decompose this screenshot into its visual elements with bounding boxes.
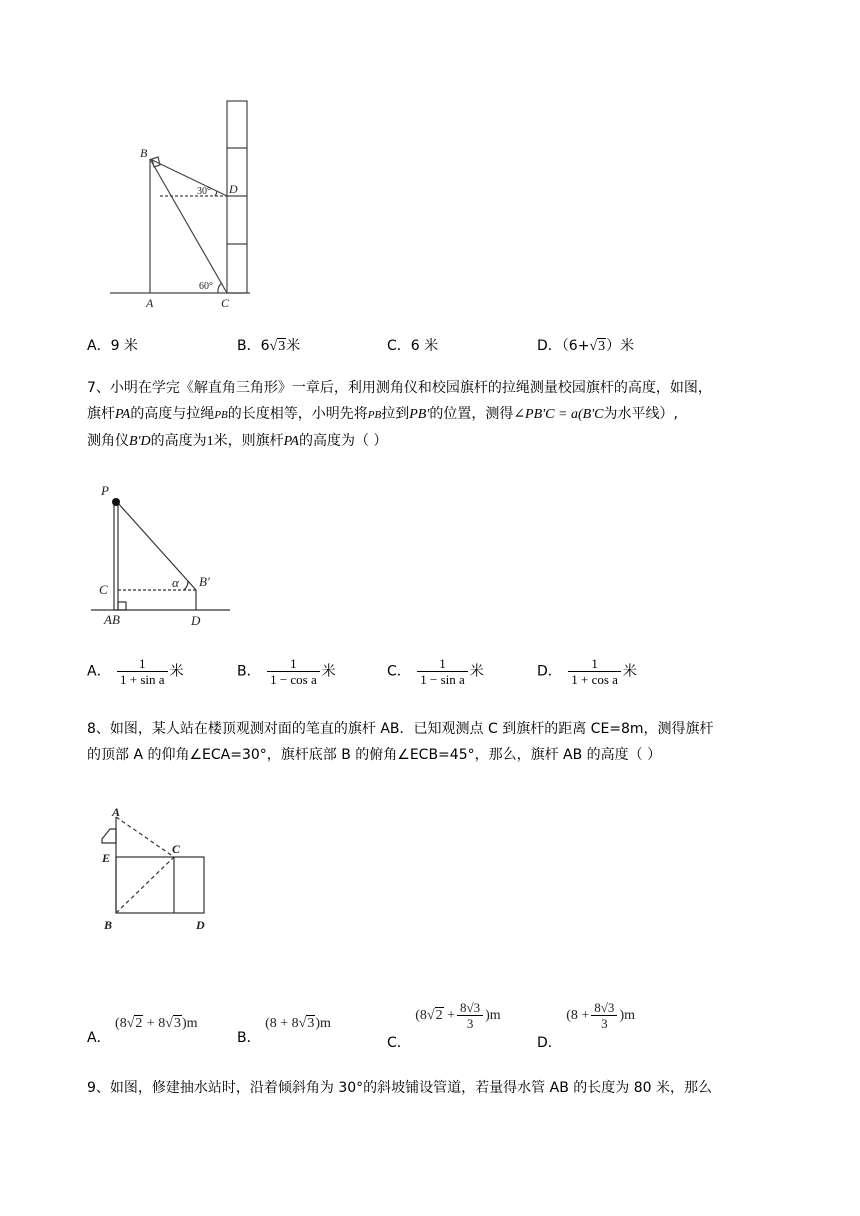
- q8-option-b[interactable]: B． (8 + 8√3)m: [237, 1016, 331, 1046]
- q7-label-ab: AB: [104, 612, 120, 627]
- q7-label-bprime: B′: [199, 574, 210, 589]
- fraction: $\frac{1}{\text{1 + cos a}}$: [568, 656, 621, 687]
- q6-option-a[interactable]: A．9 米: [87, 338, 138, 354]
- q6-label-c: C: [221, 296, 230, 310]
- q7-option-a[interactable]: A． $\frac{1}{\text{1 + sin a}}$ 米: [87, 656, 184, 687]
- q8-option-c[interactable]: C． (8√2 + $\frac{8√3}{3}$ )m: [387, 1000, 501, 1051]
- q7-option-d[interactable]: D． $\frac{1}{\text{1 + cos a}}$ 米: [537, 656, 637, 687]
- q6-angle-60: 60°: [199, 281, 213, 292]
- q7-label-alpha: α: [172, 575, 179, 590]
- q7-line-3: 测角仪B'D的高度为1米，则旗杆PA的高度为（ ）: [87, 433, 388, 449]
- q8-dash-ac: [116, 817, 174, 857]
- fraction: $\frac{8√3}{3}$: [457, 1000, 483, 1031]
- q8-line-2: 的顶部 A 的仰角∠ECA=30°，旗杆底部 B 的俯角∠ECB=45°，那么，旗杆 AB 的高度（ ）: [87, 747, 662, 763]
- q6-line-bc: [150, 159, 227, 293]
- q6-label-a: A: [146, 296, 154, 310]
- q8-question: [87, 716, 787, 768]
- sqrt-symbol: √3: [269, 339, 286, 354]
- q7-label-d: D: [191, 613, 201, 628]
- q8-option-a[interactable]: A． (8√2 + 8√3)m: [87, 1016, 198, 1046]
- formula: (8 + 8√3)m: [265, 1016, 331, 1031]
- formula: (8 + $\frac{8√3}{3}$ )m: [566, 1000, 635, 1031]
- q9-question: [87, 1075, 787, 1101]
- q8-building-outline: [116, 857, 204, 913]
- q6-line-bd: [150, 159, 227, 196]
- q6-building: [227, 101, 247, 293]
- fraction: $\frac{8√3}{3}$: [591, 1000, 617, 1031]
- q6-figure: [100, 95, 260, 310]
- q8-label-d: D: [196, 918, 205, 932]
- q8-figure: [96, 805, 226, 935]
- q8-label-b: B: [104, 918, 113, 932]
- q7-line-1: 7、小明在学完《解直角三角形》一章后，利用测角仪和校园旗杆的拉绳测量校园旗杆的高度，如图，: [87, 380, 712, 396]
- fraction: $\frac{1}{\text{1 − cos a}}$: [267, 656, 320, 687]
- q7-question: [87, 375, 787, 455]
- q8-flag: [102, 829, 116, 843]
- q6-label-b: B: [140, 146, 148, 160]
- q7-rope: [117, 502, 196, 590]
- q7-label-p: P: [101, 483, 109, 498]
- q7-option-b[interactable]: B． $\frac{1}{\text{1 − cos a}}$ 米: [237, 656, 336, 687]
- q7-right-angle-mark: [118, 602, 126, 610]
- q6-option-b[interactable]: B．6√3米: [237, 338, 301, 354]
- formula: (8√2 + $\frac{8√3}{3}$ )m: [415, 1000, 501, 1031]
- q8-dash-bc: [116, 857, 174, 913]
- q6-option-d[interactable]: D．（6+√3）米: [537, 338, 635, 354]
- q7-label-c: C: [99, 582, 108, 597]
- q8-label-a: A: [112, 805, 121, 819]
- q7-option-c[interactable]: C． $\frac{1}{\text{1 − sin a}}$ 米: [387, 656, 484, 687]
- q8-label-c: C: [172, 842, 181, 856]
- sqrt-symbol: √3: [589, 339, 606, 354]
- q7-flagpole: [114, 502, 118, 610]
- q8-line-1: 8、如图，某人站在楼顶观测对面的笔直的旗杆 AB．已知观测点 C 到旗杆的距离 CE=8m，测得旗杆: [87, 721, 714, 737]
- fraction: $\frac{1}{\text{1 + sin a}}$: [117, 656, 168, 687]
- q7-figure: [88, 480, 238, 630]
- q6-option-c[interactable]: C．6 米: [387, 338, 439, 354]
- fraction: $\frac{1}{\text{1 − sin a}}$: [417, 656, 468, 687]
- q8-label-e: E: [102, 851, 111, 865]
- q8-option-d[interactable]: D． (8 + $\frac{8√3}{3}$ )m: [537, 1000, 635, 1051]
- q6-label-d: D: [229, 182, 238, 196]
- q7-line-2: 旗杆PA的高度与拉绳PB的长度相等，小明先将PB拉到PB'的位置，测得∠PB'C = a(B'C为水平线）,: [87, 406, 678, 422]
- q7-point-p: [112, 498, 120, 506]
- q6-angle-30: 30°: [197, 186, 211, 197]
- formula: (8√2 + 8√3)m: [115, 1016, 198, 1031]
- q9-line-1: 9、如图，修建抽水站时，沿着倾斜角为 30°的斜坡铺设管道，若量得水管 AB 的长度为 80 米，那么: [87, 1080, 712, 1096]
